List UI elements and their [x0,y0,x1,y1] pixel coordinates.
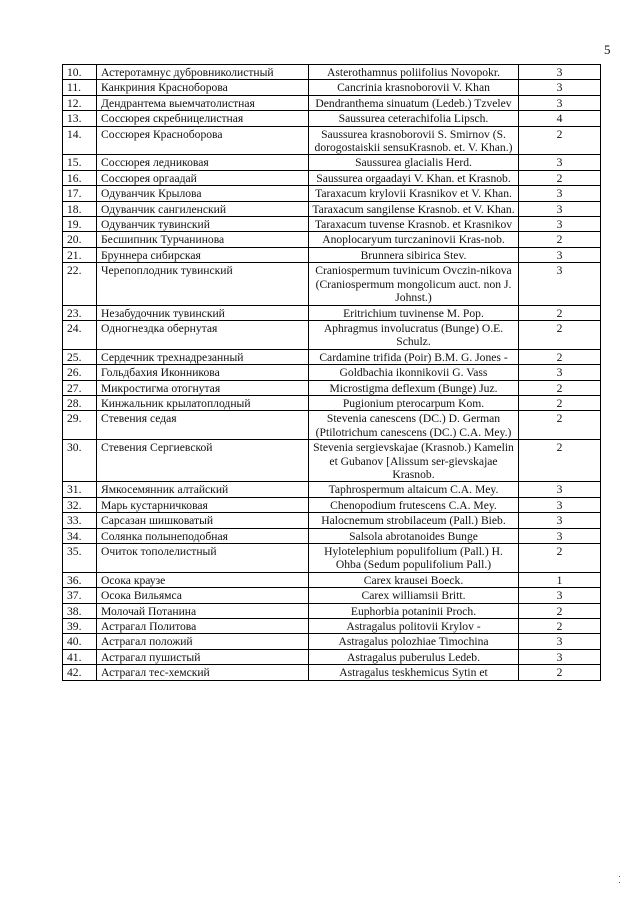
category: 3 [519,263,601,305]
row-number: 31. [63,482,97,497]
category: 2 [519,603,601,618]
latin-name: Anoplocaryum turczaninovii Kras-nob. [309,232,519,247]
russian-name: Бесшипник Турчанинова [97,232,309,247]
row-number: 37. [63,588,97,603]
russian-name: Соссюрея оргаадай [97,170,309,185]
table-row [63,65,601,80]
row-number: 33. [63,513,97,528]
row-number: 16. [63,170,97,185]
russian-name: Кинжальник крылатоплодный [97,395,309,410]
russian-name: Одуванчик Крылова [97,186,309,201]
table-row [63,544,601,573]
russian-name: Марь кустарничковая [97,497,309,512]
row-number: 22. [63,263,97,305]
table-row [63,126,601,155]
category: 2 [519,232,601,247]
row-number: 13. [63,111,97,126]
latin-name: Carex krausei Boeck. [309,572,519,587]
latin-name: Carex williamsii Britt. [309,588,519,603]
russian-name: Молочай Потанина [97,603,309,618]
row-number: 20. [63,232,97,247]
category: 2 [519,126,601,155]
table-row [63,111,601,126]
category: 2 [519,349,601,364]
row-number: 30. [63,440,97,482]
category: 2 [519,170,601,185]
row-number: 36. [63,572,97,587]
row-number: 25. [63,349,97,364]
table-row [63,649,601,664]
russian-name: Осока краузе [97,572,309,587]
row-number: 23. [63,305,97,320]
table-row [63,170,601,185]
table-row [63,247,601,262]
latin-name: Taraxacum sangilense Krasnob. et V. Khan. [309,201,519,216]
category: 3 [519,80,601,95]
row-number: 41. [63,649,97,664]
russian-name: Одуванчик сангиленский [97,201,309,216]
table-row [63,634,601,649]
category: 2 [519,440,601,482]
page-number: 5 [604,42,611,57]
latin-name: Stevenia sergievskajae (Krasnob.) Kamelin et Gubanov [Alissum ser-gievskajae Krasnob. [309,440,519,482]
latin-name: Chenopodium frutescens C.A. Mey. [309,497,519,512]
russian-name: Ямкосемянник алтайский [97,482,309,497]
table-row [63,380,601,395]
table-row [63,155,601,170]
russian-name: Астрагал положий [97,634,309,649]
latin-name: Aphragmus involucratus (Bunge) O.E. Schulz. [309,320,519,349]
latin-name: Dendranthema sinuatum (Ledeb.) Tzvelev [309,95,519,110]
russian-name: Сердечник трехнадрезанный [97,349,309,364]
category: 3 [519,482,601,497]
species-rows [63,65,601,681]
category: 2 [519,380,601,395]
latin-name: Cardamine trifida (Poir) B.M. G. Jones - [309,349,519,364]
table-row [63,349,601,364]
latin-name: Goldbachia ikonnikovii G. Vass [309,365,519,380]
row-number: 34. [63,528,97,543]
latin-name: Taraxacum tuvense Krasnob. et Krasnikov [309,217,519,232]
row-number: 19. [63,217,97,232]
row-number: 29. [63,411,97,440]
russian-name: Солянка полынеподобная [97,528,309,543]
row-number: 42. [63,665,97,680]
russian-name: Осока Вильямса [97,588,309,603]
table-row [63,320,601,349]
russian-name: Стевения седая [97,411,309,440]
latin-name: Brunnera sibirica Stev. [309,247,519,262]
category: 2 [519,320,601,349]
category: 3 [519,217,601,232]
latin-name: Craniospermum tuvinicum Ovczin-nikova (Craniospermum mongolicum auct. non J. Johnst.) [309,263,519,305]
table-row [63,603,601,618]
category: 3 [519,649,601,664]
category: 3 [519,497,601,512]
category: 3 [519,588,601,603]
row-number: 24. [63,320,97,349]
latin-name: Saussurea orgaadayi V. Khan. et Krasnob. [309,170,519,185]
table-row [63,619,601,634]
latin-name: Taphrospermum altaicum C.A. Mey. [309,482,519,497]
table-row [63,95,601,110]
latin-name: Saussurea krasnoborovii S. Smirnov (S. dorogostaiskii sensuKrasnob. et. V. Khan.) [309,126,519,155]
latin-name: Astragalus politovii Krylov - [309,619,519,634]
category: 3 [519,247,601,262]
russian-name: Астрагал тес-хемский [97,665,309,680]
latin-name: Pugionium pterocarpum Kom. [309,395,519,410]
latin-name: Hylotelephium populifolium (Pall.) H. Ohba (Sedum populifolium Pall.) [309,544,519,573]
russian-name: Стевения Сергиевской [97,440,309,482]
row-number: 18. [63,201,97,216]
latin-name: Cancrinia krasnoborovii V. Khan [309,80,519,95]
latin-name: Astragalus polozhiae Timochina [309,634,519,649]
table-row [63,217,601,232]
russian-name: Сарсазан шишковатый [97,513,309,528]
category: 2 [519,395,601,410]
row-number: 11. [63,80,97,95]
row-number: 10. [63,65,97,80]
category: 1 [519,572,601,587]
table-row [63,201,601,216]
latin-name: Astragalus teskhemicus Sytin et [309,665,519,680]
russian-name: Бруннера сибирская [97,247,309,262]
russian-name: Соссюрея скребницелистная [97,111,309,126]
row-number: 15. [63,155,97,170]
russian-name: Астрагал пушистый [97,649,309,664]
category: 4 [519,111,601,126]
table-row [63,665,601,680]
table-row [63,513,601,528]
row-number: 14. [63,126,97,155]
category: 2 [519,544,601,573]
russian-name: Одногнездка обернутая [97,320,309,349]
table-row [63,497,601,512]
table-row [63,80,601,95]
row-number: 21. [63,247,97,262]
table-row [63,263,601,305]
category: 3 [519,155,601,170]
table-row [63,232,601,247]
russian-name: Незабудочник тувинский [97,305,309,320]
category: 3 [519,528,601,543]
russian-name: Дендрантема выемчатолистная [97,95,309,110]
latin-name: Saussurea glacialis Herd. [309,155,519,170]
row-number: 39. [63,619,97,634]
category: 3 [519,186,601,201]
row-number: 17. [63,186,97,201]
row-number: 32. [63,497,97,512]
row-number: 40. [63,634,97,649]
table-row [63,440,601,482]
species-table [62,64,601,681]
latin-name: Microstigma deflexum (Bunge) Juz. [309,380,519,395]
table-row [63,482,601,497]
row-number: 28. [63,395,97,410]
russian-name: Соссюрея ледниковая [97,155,309,170]
russian-name: Микростигма отогнутая [97,380,309,395]
latin-name: Stevenia canescens (DC.) D. German (Ptilotrichum canescens (DC.) C.A. Mey.) [309,411,519,440]
latin-name: Euphorbia potaninii Proch. [309,603,519,618]
latin-name: Saussurea ceterachifolia Lipsch. [309,111,519,126]
table-row [63,365,601,380]
latin-name: Eritrichium tuvinense M. Pop. [309,305,519,320]
scan-mark [618,876,621,879]
russian-name: Гольдбахия Иконникова [97,365,309,380]
table-row [63,411,601,440]
category: 2 [519,665,601,680]
russian-name: Астрагал Политова [97,619,309,634]
russian-name: Черепоплодник тувинский [97,263,309,305]
category: 2 [519,411,601,440]
row-number: 12. [63,95,97,110]
russian-name: Очиток тополелистный [97,544,309,573]
table-row [63,305,601,320]
latin-name: Asterothamnus poliifolius Novopokr. [309,65,519,80]
table-row [63,186,601,201]
latin-name: Astragalus puberulus Ledeb. [309,649,519,664]
latin-name: Taraxacum krylovii Krasnikov et V. Khan. [309,186,519,201]
category: 3 [519,95,601,110]
table-row [63,588,601,603]
table-row [63,572,601,587]
category: 3 [519,365,601,380]
category: 2 [519,619,601,634]
category: 3 [519,65,601,80]
latin-name: Halocnemum strobilaceum (Pall.) Bieb. [309,513,519,528]
category: 3 [519,513,601,528]
category: 2 [519,305,601,320]
russian-name: Соссюрея Красноборова [97,126,309,155]
category: 3 [519,201,601,216]
row-number: 27. [63,380,97,395]
row-number: 35. [63,544,97,573]
row-number: 26. [63,365,97,380]
russian-name: Одуванчик тувинский [97,217,309,232]
russian-name: Канкриния Красноборова [97,80,309,95]
row-number: 38. [63,603,97,618]
russian-name: Астеротамнус дубровниколистный [97,65,309,80]
latin-name: Salsola abrotanoides Bunge [309,528,519,543]
table-row [63,528,601,543]
table-row [63,395,601,410]
category: 3 [519,634,601,649]
